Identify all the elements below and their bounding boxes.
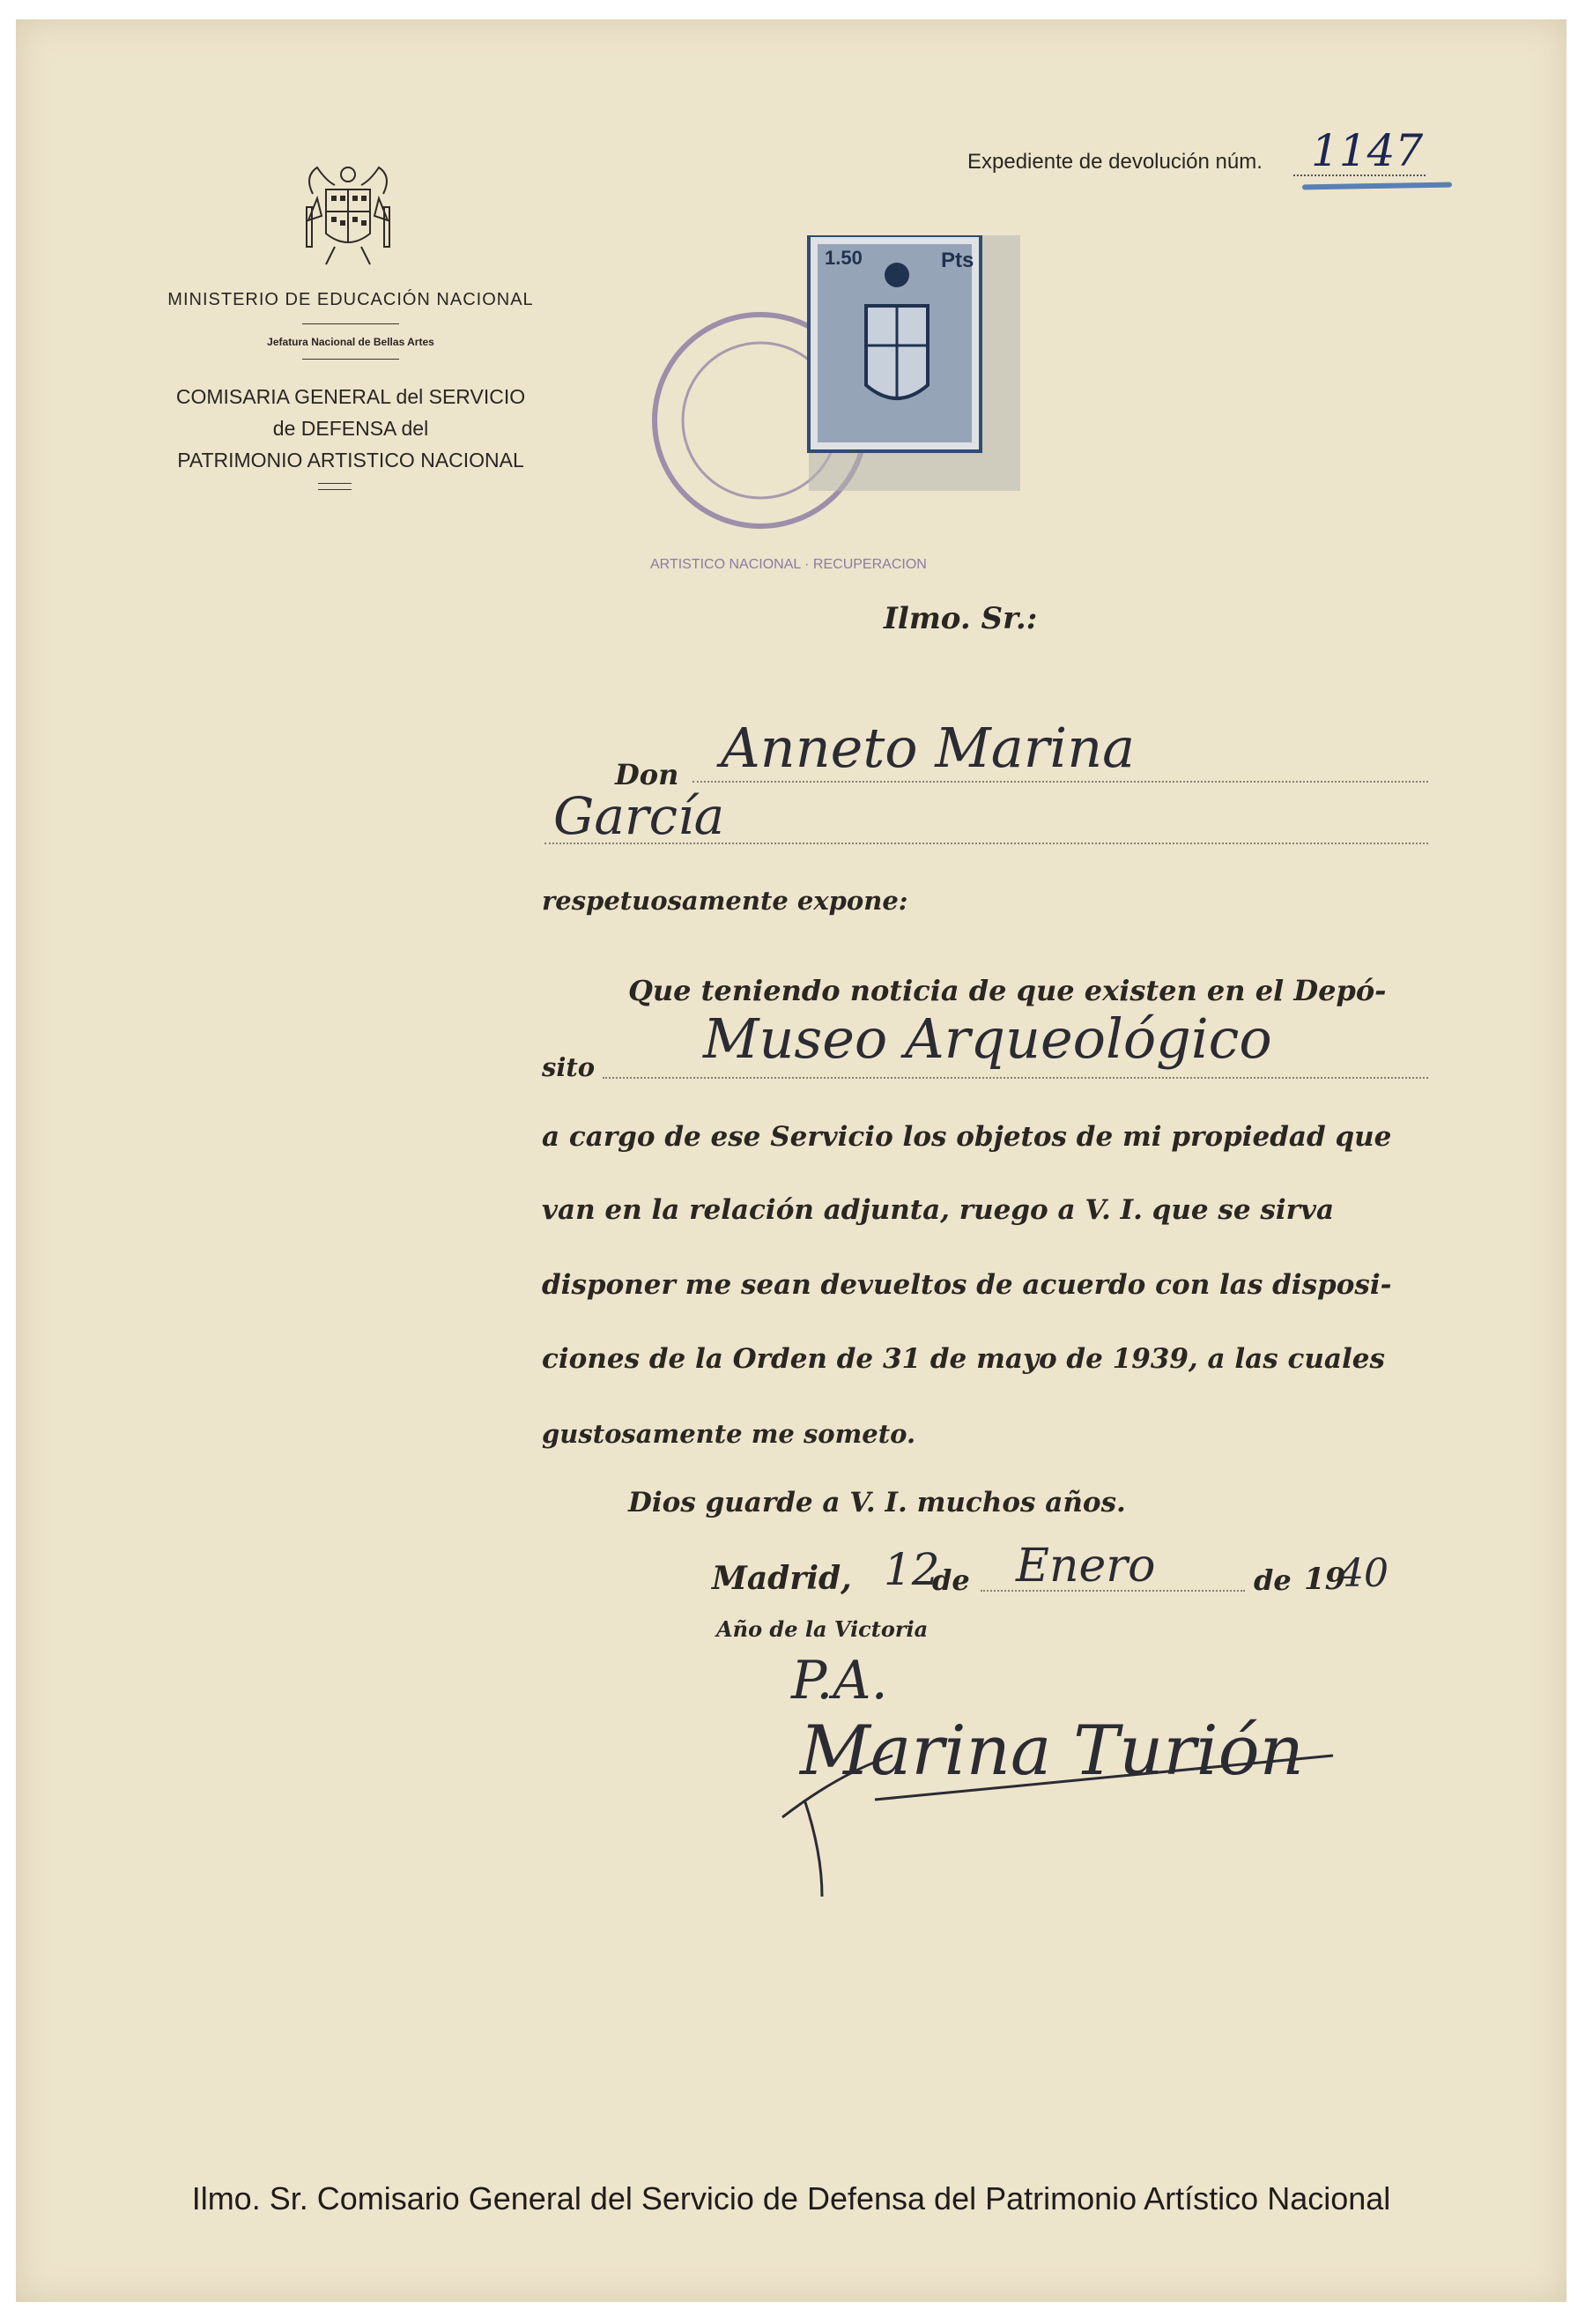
document-sheet [16,19,1566,2302]
stamp-value: 1.50 [825,247,863,269]
date-year-printed: 19 [1304,1562,1346,1597]
comisaria-line: COMISARIA GENERAL del SERVICIO [175,385,526,408]
body-line: disponer me sean devueltos de acuerdo con las disposi- [542,1269,1392,1301]
body-line-prefix: sito [542,1052,596,1082]
signature-flourish [769,1720,1368,1897]
petitioner-name-line1: Anneto Marina [721,716,1136,780]
body-line: van en la relación adjunta, ruego a V. I. que se sirva [542,1194,1335,1226]
seal-text: ARTISTICO NACIONAL · RECUPERACION [650,557,927,572]
coat-of-arms-icon [300,159,396,273]
date-de: de [932,1563,970,1597]
petitioner-name-line2: García [553,786,725,846]
expediente-label: Expediente de devolución núm. [967,150,1263,174]
date-city: Madrid, [712,1560,852,1597]
date-day: 12 [884,1544,940,1595]
expediente-number: 1147 [1311,125,1424,176]
closing-line: Dios guarde a V. I. muchos años. [628,1487,1126,1518]
blue-pencil-mark [1302,182,1452,190]
divider [302,323,399,324]
stamp-unit: Pts [941,249,974,272]
deposit-name: Museo Arqueológico [703,1006,1272,1071]
ano-victoria: Año de la Victoria [716,1616,929,1642]
deposit-dotline [603,1077,1428,1079]
ministry-name: MINISTERIO DE EDUCACIÓN NACIONAL [167,290,534,309]
don-label: Don [615,758,679,791]
jefatura-name: Jefatura Nacional de Bellas Artes [267,336,434,348]
divider [302,359,399,360]
body-line: gustosamente me someto. [542,1419,916,1449]
body-line: ciones de la Orden de 31 de mayo de 1939, a las cuales [542,1343,1385,1375]
comisaria-line: de DEFENSA del [272,417,429,440]
divider [318,489,352,490]
date-month: Enero [1016,1540,1156,1593]
signature-name: Marina Turión [800,1711,1304,1791]
salutation: Ilmo. Sr.: [884,601,1038,636]
body-intro: respetuosamente expone: [542,886,908,916]
body-line: Que teniendo noticia de que existen en el Depó- [628,974,1387,1007]
name-dotline [693,781,1428,783]
date-de: de [1254,1563,1292,1597]
fiscal-stamp [646,235,1033,561]
body-line: a cargo de ese Servicio los objetos de mi propiedad que [542,1121,1392,1153]
addressee-footer: Ilmo. Sr. Comisario General del Servicio de Defensa del Patrimonio Artístico Nacional [191,2180,1391,2216]
date-year-handwritten: 40 [1339,1551,1389,1596]
comisaria-name [139,381,562,476]
signature-pa: P.A. [791,1650,888,1711]
comisaria-line: PATRIMONIO ARTISTICO NACIONAL [177,449,524,471]
divider [318,483,352,484]
